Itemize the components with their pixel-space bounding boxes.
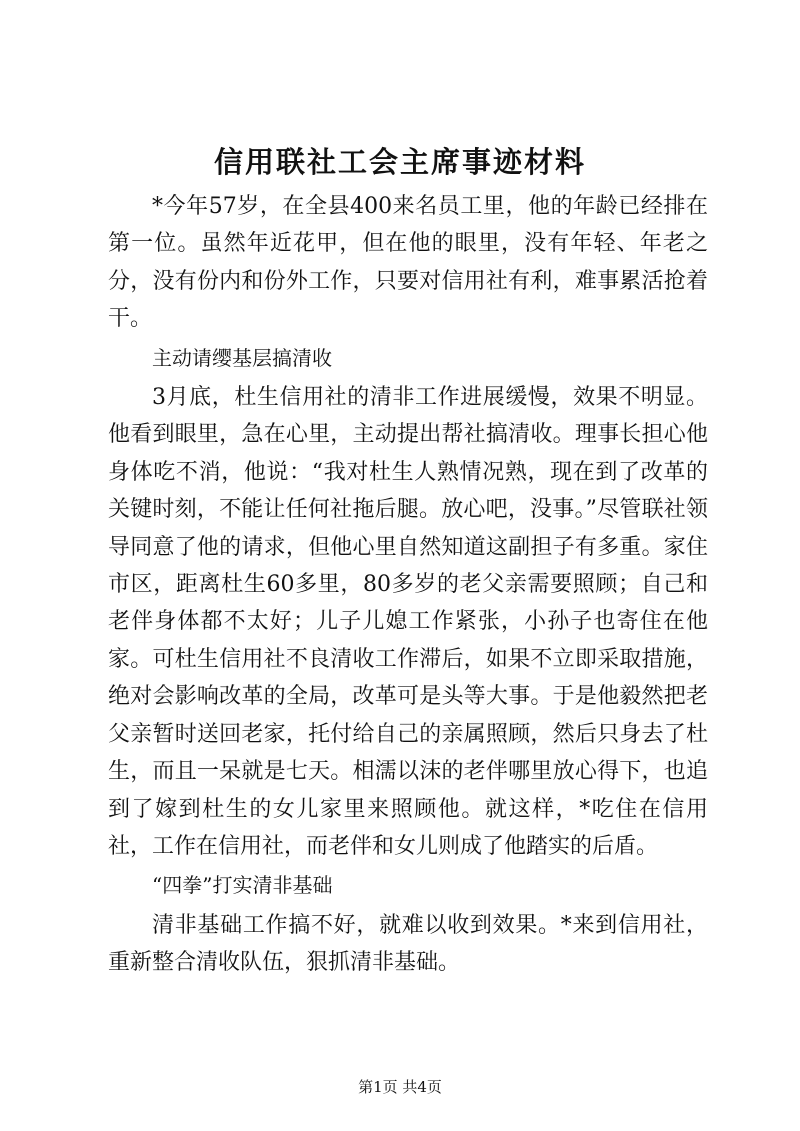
paragraph-section-1: 3月底，杜生信用社的清非工作进展缓慢，效果不明显。他看到眼里，急在心里，主动提出帮社搞清收。理事长担心他身体吃不消，他说：“我对杜生人熟情况熟，现在到了改革的关键时刻，不能让任何社拖后腿。放心吧，没事。”尽管联社领导同意了他的请求，但他心里自然知道这副担子有多重。家住市区，距离杜生60多里，80多岁的老父亲需要照顾；自己和老伴身体都不太好；儿子儿媳工作紧张，小孙子也寄住在他家。可杜生信用社不良清收工作滞后，如果不立即采取措施，绝对会影响改革的全局，改革可是头等大事。于是他毅然把老父亲暂时送回老家，托付给自己的亲属照顾，然后只身去了杜生，而且一呆就是七天。相濡以沫的老伴哪里放心得下，也追到了嫁到杜生的女儿家里来照顾他。就这样，*吃住在信用社，工作在信用社，而老伴和女儿则成了他踏实的后盾。 [108,385,708,859]
document-body [108,188,708,982]
section-heading-2: “四拳”打实清非基础 [152,873,333,898]
page-number-footer: 第1页 共4页 [358,1078,442,1096]
section-heading-1: 主动请缨基层搞清收 [152,345,332,370]
paragraph-section-2: 清非基础工作搞不好，就难以收到效果。*来到信用社，重新整合清收队伍，狠抓清非基础。 [108,912,708,976]
document-title: 信用联社工会主席事迹材料 [213,145,586,179]
paragraph-intro: *今年57岁，在全县400来名员工里，他的年龄已经排在第一位。虽然年近花甲，但在他的眼里，没有年轻、年老之分，没有份内和份外工作，只要对信用社有利，难事累活抢着干。 [108,194,708,332]
